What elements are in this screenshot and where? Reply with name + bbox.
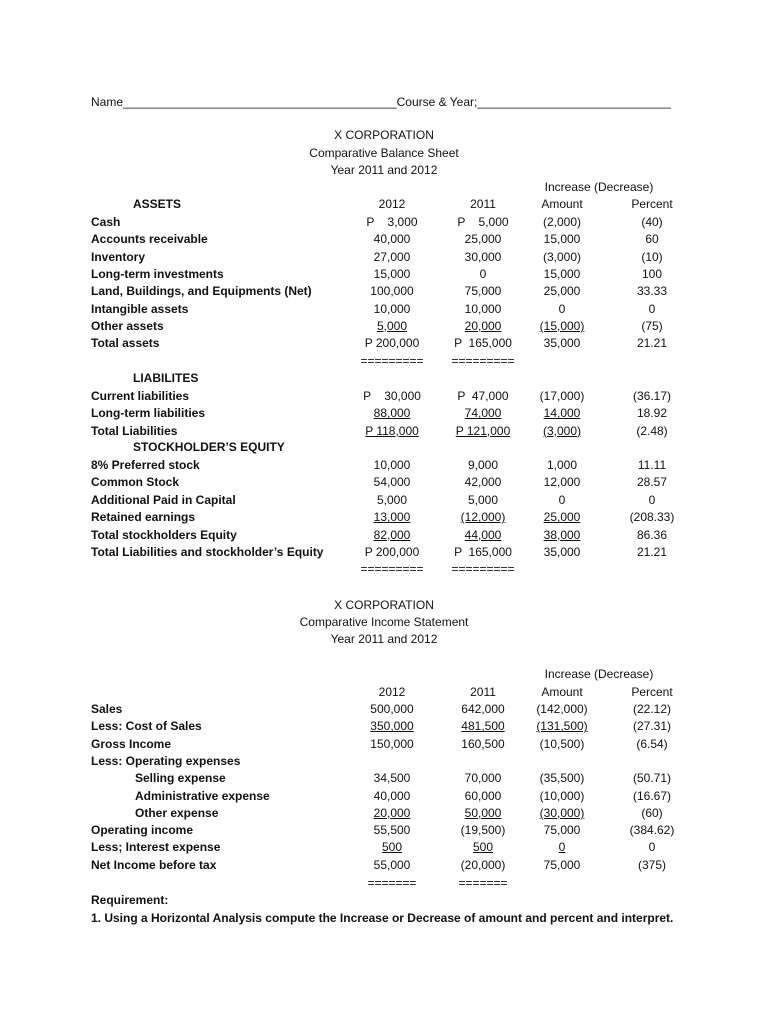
income-statement-title: Comparative Income Statement: [299, 615, 469, 629]
row-label: Common Stock: [91, 475, 180, 490]
value-percent: 0: [648, 840, 656, 855]
income-inc-dec-header: Increase (Decrease): [544, 667, 654, 681]
value-percent: (384.62): [629, 823, 675, 838]
value-percent: (10): [641, 249, 663, 264]
value-percent: 0: [648, 492, 656, 507]
value-percent: 28.57: [636, 475, 668, 490]
value-2012: 55,000: [373, 857, 411, 872]
value-2012: 54,000: [373, 475, 411, 490]
row-label: Cash: [91, 215, 121, 229]
row-label: Administrative expense: [135, 788, 270, 803]
value-2012: 13,000: [373, 510, 411, 525]
value-2011: 5,000: [467, 492, 499, 507]
balance-sheet-period: Year 2011 and 2012: [330, 163, 438, 177]
value-2012: P 200,000: [364, 545, 420, 559]
value-2012: 500,000: [370, 702, 414, 716]
value-percent: 21.21: [636, 336, 668, 351]
value-amount: (30,000): [539, 805, 585, 820]
row-label: Gross Income: [91, 736, 172, 751]
value-2011: P 121,000: [455, 423, 511, 438]
value-amount: 0: [558, 301, 566, 316]
col-2011-header: 2011: [470, 685, 496, 699]
row-label: Total assets: [91, 336, 160, 351]
row-label: Net Income before tax: [91, 857, 217, 872]
income-statement-company: X CORPORATION: [334, 598, 434, 612]
requirement-item-1: 1. Using a Horizontal Analysis compute the Increase or Decrease of amount and percent and interpret.: [91, 911, 674, 925]
income-statement-period: Year 2011 and 2012: [330, 632, 438, 646]
row-label: Land, Buildings, and Equipments (Net): [91, 284, 312, 299]
value-percent: 11.11: [637, 458, 667, 472]
col-2011-header: 2011: [470, 197, 496, 211]
value-amount: (3,000): [542, 249, 582, 264]
value-percent: (208.33): [629, 510, 675, 525]
row-label: Operating income: [91, 823, 194, 838]
value-amount: (2,000): [542, 215, 582, 229]
value-amount: 0: [558, 840, 566, 855]
value-percent: (75): [641, 318, 663, 333]
value-2011: 74,000: [464, 406, 502, 421]
row-label: Inventory: [91, 249, 146, 264]
double-rule: =========: [360, 354, 424, 368]
value-percent: 21.21: [636, 545, 668, 559]
col-2012-header: 2012: [378, 685, 406, 699]
value-amount: (35,500): [539, 771, 585, 786]
value-2011: P 165,000: [454, 545, 512, 559]
value-2011: 25,000: [464, 232, 502, 247]
value-percent: 33.33: [636, 284, 668, 299]
value-2011: 30,000: [464, 249, 502, 264]
value-amount: (17,000): [539, 389, 585, 403]
double-rule: =========: [360, 562, 424, 576]
value-2012: 55,500: [373, 823, 411, 838]
value-2012: 15,000: [373, 266, 411, 281]
value-2012: 5,000: [376, 318, 408, 333]
value-2011: 481,500: [461, 719, 505, 734]
value-percent: (36.17): [632, 389, 672, 403]
value-2012: P 3,000: [366, 215, 418, 229]
col-percent-header: Percent: [631, 197, 673, 211]
value-2012: 5,000: [376, 492, 408, 507]
value-percent: (40): [641, 215, 663, 229]
col-amount-header: Amount: [541, 685, 583, 699]
value-2012: P 30,000: [363, 389, 421, 403]
row-label: Additional Paid in Capital: [91, 492, 236, 507]
value-2011: (20,000): [460, 857, 506, 872]
row-label: 8% Preferred stock: [91, 458, 200, 472]
value-percent: 0: [648, 301, 656, 316]
value-amount: 35,000: [543, 336, 581, 351]
value-2012: 10,000: [373, 301, 411, 316]
value-2011: 42,000: [464, 475, 502, 490]
value-percent: (60): [641, 805, 663, 820]
value-amount: (142,000): [536, 702, 588, 716]
row-label: Less: Cost of Sales: [91, 719, 202, 734]
value-2012: 82,000: [373, 527, 411, 542]
value-amount: 0: [558, 492, 566, 507]
value-2012: 500: [381, 840, 403, 855]
value-2012: 10,000: [373, 458, 411, 472]
value-amount: 14,000: [543, 406, 581, 421]
value-2011: 9,000: [467, 458, 499, 472]
row-label: Total Liabilities: [91, 423, 178, 438]
value-2011: 20,000: [464, 318, 502, 333]
value-2012: 150,000: [370, 736, 414, 751]
balance-sheet-title: Comparative Balance Sheet: [309, 146, 459, 160]
value-2012: 100,000: [370, 284, 414, 299]
value-2012: 27,000: [373, 249, 411, 264]
value-2012: 34,500: [373, 771, 411, 786]
requirement-heading: Requirement:: [91, 893, 169, 907]
value-2011: 160,500: [461, 736, 505, 751]
double-rule: =======: [458, 876, 508, 890]
value-amount: 75,000: [543, 823, 581, 838]
value-amount: 75,000: [543, 857, 581, 872]
value-2011: 44,000: [464, 527, 502, 542]
value-amount: 12,000: [543, 475, 581, 490]
value-2011: 10,000: [464, 301, 502, 316]
row-label: Total Liabilities and stockholder’s Equity: [91, 545, 324, 559]
value-amount: 25,000: [543, 510, 581, 525]
value-amount: (10,000): [539, 788, 585, 803]
name-course-line: Name_________________________________________Course & Year;_____________________________: [91, 95, 671, 109]
value-percent: 86.36: [636, 527, 668, 542]
value-2012: 350,000: [370, 719, 414, 734]
value-percent: 100: [641, 266, 663, 281]
row-label: Current liabilities: [91, 389, 190, 403]
row-label: Other assets: [91, 318, 164, 333]
value-percent: 60: [645, 232, 659, 247]
value-2012: P 200,000: [364, 336, 420, 351]
col-amount-header: Amount: [541, 197, 583, 211]
value-amount: 25,000: [543, 284, 581, 299]
value-amount: 15,000: [543, 232, 581, 247]
row-label: Retained earnings: [91, 510, 196, 525]
value-amount: 35,000: [543, 545, 581, 559]
value-2011: P 47,000: [457, 389, 509, 403]
value-percent: (2.48): [636, 423, 668, 438]
value-amount: (15,000): [539, 318, 585, 333]
value-2011: (19,500): [460, 823, 506, 838]
value-2011: 500: [472, 840, 494, 855]
assets-heading: ASSETS: [133, 197, 182, 211]
value-percent: (375): [637, 857, 667, 872]
value-2011: 642,000: [461, 702, 505, 716]
value-2012: 40,000: [373, 232, 411, 247]
value-percent: (27.31): [632, 719, 672, 734]
row-label: Long-term investments: [91, 266, 224, 281]
equity-heading: STOCKHOLDER’S EQUITY: [133, 440, 285, 454]
value-2011: 70,000: [464, 771, 502, 786]
row-label: Selling expense: [135, 771, 226, 786]
value-2012: 40,000: [373, 788, 411, 803]
row-label: Intangible assets: [91, 301, 189, 316]
value-amount: (3,000): [542, 423, 582, 438]
double-rule: =========: [451, 354, 515, 368]
value-2011: 75,000: [464, 284, 502, 299]
value-percent: (6.54): [636, 736, 668, 751]
col-2012-header: 2012: [378, 197, 406, 211]
value-2011: P 165,000: [454, 336, 512, 351]
value-amount: 38,000: [543, 527, 581, 542]
value-2011: 0: [479, 266, 487, 281]
value-2011: P 5,000: [457, 215, 509, 229]
value-amount: (131,500): [536, 719, 588, 734]
value-amount: 1,000: [546, 458, 578, 472]
double-rule: =======: [367, 876, 417, 890]
liabilities-heading: LIABILITES: [133, 371, 199, 385]
row-label: Accounts receivable: [91, 232, 208, 247]
col-percent-header: Percent: [631, 685, 673, 699]
balance-inc-dec-header: Increase (Decrease): [544, 180, 654, 194]
value-percent: (50.71): [632, 771, 672, 786]
row-label: Sales: [91, 702, 123, 716]
balance-sheet-company: X CORPORATION: [334, 128, 434, 142]
value-percent: (22.12): [632, 702, 672, 716]
value-2012: 88,000: [373, 406, 411, 421]
value-2011: (12,000): [460, 510, 506, 525]
value-2012: P 118,000: [365, 423, 419, 438]
row-label: Total stockholders Equity: [91, 527, 237, 542]
value-2011: 50,000: [464, 805, 502, 820]
value-percent: 18.92: [636, 406, 668, 421]
value-amount: 15,000: [543, 266, 581, 281]
row-label: Less: Operating expenses: [91, 753, 241, 768]
double-rule: =========: [451, 562, 515, 576]
row-label: Less; Interest expense: [91, 840, 221, 855]
value-2012: 20,000: [373, 805, 411, 820]
row-label: Long-term liabilities: [91, 406, 206, 421]
value-percent: (16.67): [632, 788, 672, 803]
value-amount: (10,500): [539, 736, 585, 751]
value-2011: 60,000: [464, 788, 502, 803]
row-label: Other expense: [135, 805, 219, 820]
